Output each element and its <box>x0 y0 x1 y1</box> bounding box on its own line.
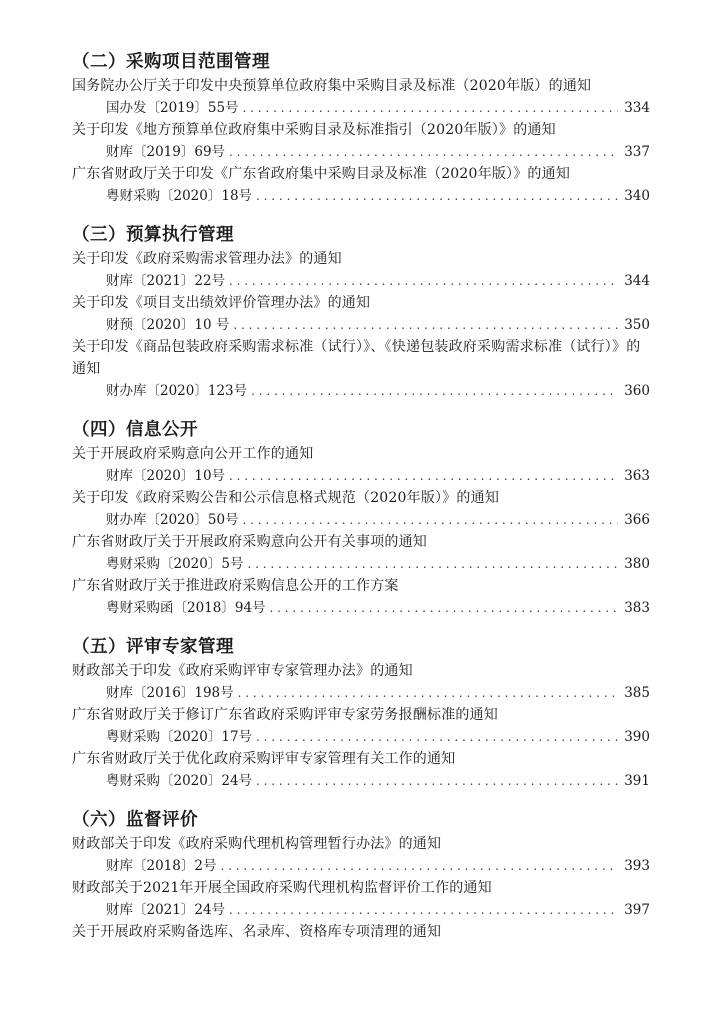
entry-reference-line <box>72 509 650 531</box>
entry-reference-line <box>72 97 650 119</box>
dot-leader <box>238 682 619 704</box>
toc-entry[interactable] <box>72 248 650 292</box>
page-number: 383 <box>624 600 650 616</box>
entry-title: 广东省财政厅关于修订广东省政府采购评审专家劳务报酬标准的通知 <box>72 707 498 723</box>
toc-page <box>72 50 650 959</box>
toc-entry[interactable] <box>72 487 650 531</box>
document-number: 财库〔2016〕198号 <box>106 685 234 701</box>
toc-entry[interactable] <box>72 292 650 336</box>
toc-entry[interactable] <box>72 833 650 877</box>
toc-entry[interactable] <box>72 877 650 921</box>
dot-leader <box>229 899 618 921</box>
dot-leader <box>243 509 619 531</box>
page-number: 363 <box>624 468 650 484</box>
document-number: 财办库〔2020〕50号 <box>106 512 239 528</box>
entry-title: 关于印发《地方预算单位政府集中采购目录及标准指引（2020年版）》的通知 <box>72 122 556 138</box>
entry-reference-line <box>72 855 650 877</box>
document-number: 财库〔2018〕2号 <box>106 858 217 874</box>
document-number: 粤财采购〔2020〕5号 <box>106 556 244 572</box>
section-title: （六）监督评价 <box>72 810 198 830</box>
entry-title: 关于开展政府采购意向公开工作的通知 <box>72 446 314 462</box>
dot-leader <box>247 553 618 575</box>
entry-title: 关于印发《项目支出绩效评价管理办法》的通知 <box>72 295 371 311</box>
document-number: 粤财采购〔2020〕24号 <box>106 773 253 789</box>
dot-leader <box>256 185 618 207</box>
document-number: 财预〔2020〕10 号 <box>106 317 230 333</box>
entry-title: 关于开展政府采购备选库、名录库、资格库专项清理的通知 <box>72 924 442 940</box>
toc-entry[interactable] <box>72 443 650 487</box>
dot-leader <box>220 855 618 877</box>
entry-title: 关于印发《政府采购公告和公示信息格式规范（2020年版）》的通知 <box>72 490 500 506</box>
page-number: 340 <box>624 188 650 204</box>
toc-section <box>72 223 650 402</box>
document-number: 财库〔2020〕10号 <box>106 468 226 484</box>
toc-section <box>72 635 650 792</box>
entry-reference-line <box>72 899 650 921</box>
document-number: 财库〔2021〕22号 <box>106 273 226 289</box>
entry-title: 财政部关于印发《政府采购评审专家管理办法》的通知 <box>72 663 413 679</box>
document-number: 财库〔2021〕24号 <box>106 902 226 918</box>
toc-section <box>72 808 650 943</box>
section-title: （五）评审专家管理 <box>72 637 234 657</box>
entry-reference-line <box>72 770 650 792</box>
document-number: 国办发〔2019〕55号 <box>106 100 239 116</box>
dot-leader <box>243 97 619 119</box>
toc-entry[interactable] <box>72 75 650 119</box>
document-number: 粤财采购〔2020〕18号 <box>106 188 253 204</box>
dot-leader <box>229 465 618 487</box>
entry-title: 广东省财政厅关于开展政府采购意向公开有关事项的通知 <box>72 534 427 550</box>
entry-reference-line <box>72 465 650 487</box>
toc-entry[interactable] <box>72 748 650 792</box>
section-title: （二）采购项目范围管理 <box>72 52 270 72</box>
toc-section <box>72 50 650 207</box>
toc-entry[interactable] <box>72 119 650 163</box>
entry-reference-line <box>72 597 650 619</box>
entry-title: 财政部关于印发《政府采购代理机构管理暂行办法》的通知 <box>72 836 442 852</box>
entry-title: 国务院办公厅关于印发中央预算单位政府集中采购目录及标准（2020年版）的通知 <box>72 78 592 94</box>
document-number: 财办库〔2020〕123号 <box>106 383 248 399</box>
page-number: 344 <box>624 273 650 289</box>
entry-reference-line <box>72 270 650 292</box>
dot-leader <box>229 141 618 163</box>
table-of-contents <box>72 50 650 943</box>
dot-leader <box>256 726 618 748</box>
dot-leader <box>229 270 618 292</box>
section-title: （四）信息公开 <box>72 420 198 440</box>
document-number: 财库〔2019〕69号 <box>106 144 226 160</box>
toc-entry[interactable] <box>72 336 650 402</box>
entry-reference-line <box>72 553 650 575</box>
page-number: 360 <box>624 383 650 399</box>
toc-entry[interactable] <box>72 163 650 207</box>
toc-entry[interactable] <box>72 921 650 943</box>
section-title: （三）预算执行管理 <box>72 225 234 245</box>
entry-title: 广东省财政厅关于推进政府采购信息公开的工作方案 <box>72 578 399 594</box>
dot-leader <box>251 380 618 402</box>
toc-entry[interactable] <box>72 660 650 704</box>
page-number: 391 <box>624 773 650 789</box>
document-number: 粤财采购〔2020〕17号 <box>106 729 253 745</box>
entry-reference-line <box>72 314 650 336</box>
page-number: 385 <box>624 685 650 701</box>
toc-entry[interactable] <box>72 575 650 619</box>
dot-leader <box>256 770 618 792</box>
entry-reference-line <box>72 141 650 163</box>
entry-reference-line <box>72 726 650 748</box>
page-number: 390 <box>624 729 650 745</box>
entry-reference-line <box>72 380 650 402</box>
page-number: 393 <box>624 858 650 874</box>
page-number: 334 <box>624 100 650 116</box>
entry-title: 广东省财政厅关于印发《广东省政府集中采购目录及标准（2020年版）》的通知 <box>72 166 571 182</box>
toc-section <box>72 418 650 619</box>
entry-title: 广东省财政厅关于优化政府采购评审专家管理有关工作的通知 <box>72 751 456 767</box>
dot-leader <box>270 597 619 619</box>
entry-title: 财政部关于2021年开展全国政府采购代理机构监督评价工作的通知 <box>72 880 492 896</box>
dot-leader <box>233 314 618 336</box>
page-number: 337 <box>624 144 650 160</box>
page-number: 380 <box>624 556 650 572</box>
page-number: 366 <box>624 512 650 528</box>
entry-title: 关于印发《政府采购需求管理办法》的通知 <box>72 251 342 267</box>
page-number: 350 <box>624 317 650 333</box>
document-number: 粤财采购函〔2018〕94号 <box>106 600 266 616</box>
toc-entry[interactable] <box>72 531 650 575</box>
entry-reference-line <box>72 682 650 704</box>
entry-title: 关于印发《商品包装政府采购需求标准（试行）》、《快递包装政府采购需求标准（试行）》的通知 <box>72 339 641 377</box>
entry-reference-line <box>72 185 650 207</box>
toc-entry[interactable] <box>72 704 650 748</box>
page-number: 397 <box>624 902 650 918</box>
